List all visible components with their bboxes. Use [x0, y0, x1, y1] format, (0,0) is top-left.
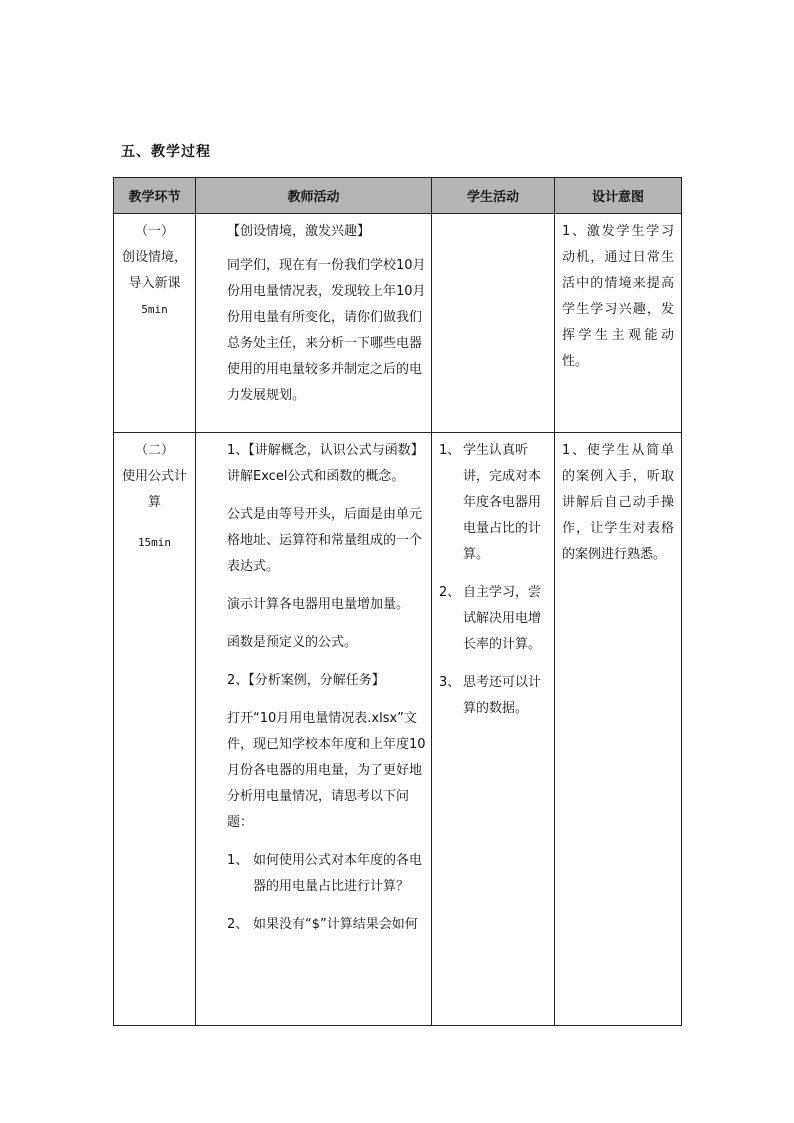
- activity-paragraph: 演示计算各电器用电量增加量。: [227, 597, 410, 612]
- stage-time: 15min: [137, 536, 172, 549]
- stage-cell: [114, 214, 196, 433]
- question-text: 如何使用公式对本年度的各电器的用电量占比进行计算？: [253, 853, 423, 894]
- list-item: [439, 670, 549, 722]
- activity-heading: 【创设情境，激发兴趣】: [227, 224, 371, 239]
- activity-paragraph: 打开“10月用电量情况表.xlsx”文件，现已知学校本年度和上年度10月份各电器的用电量，为了更好地分析用电量情况，请思考以下问题：: [227, 711, 426, 830]
- section-title: 五、教学过程: [121, 144, 211, 160]
- stage-name: 创设情境，导入新课: [121, 250, 187, 291]
- table-row: [114, 214, 682, 433]
- list-item: [439, 580, 549, 658]
- design-intent-cell: [555, 214, 682, 433]
- student-item-number: 2、: [439, 585, 461, 600]
- student-item-text: 学生认真听讲，完成对本年度各电器用电量占比的计算。: [463, 443, 542, 562]
- question-item: [227, 848, 426, 900]
- activity-paragraph: 公式是由等号开头，后面是由单元格地址、运算符和常量组成的一个表达式。: [227, 507, 423, 574]
- student-item-number: 1、: [439, 443, 461, 458]
- teacher-activity-cell: [196, 433, 432, 1026]
- header-stage: 教学环节: [114, 178, 196, 214]
- teacher-activity-cell: [196, 214, 432, 433]
- header-student-activity: 学生活动: [432, 178, 555, 214]
- stage-name: 使用公式计算: [121, 469, 187, 510]
- student-activity-cell: [432, 433, 555, 1026]
- student-item-number: 3、: [439, 675, 461, 690]
- stage-cell: [114, 433, 196, 1026]
- design-intent-text: 1、激发学生学习动机，通过日常生活中的情境来提高学生学习兴趣，发挥学生主观能动性。: [562, 224, 674, 369]
- question-text: 如果没有“$”计算结果会如何: [253, 917, 418, 932]
- design-intent-cell: [555, 433, 682, 1026]
- student-item-text: 思考还可以计算的数据。: [463, 675, 542, 716]
- activity-paragraph: 同学们，现在有一份我们学校10月份用电量情况表，发现较上年10月份用电量有所变化，请你们做我们总务处主任，来分析一下哪些电器使用的用电量较多并制定之后的电力发展规划。: [227, 258, 426, 403]
- header-design-intent: 设计意图: [555, 178, 682, 214]
- student-item-text: 自主学习，尝试解决用电增长率的计算。: [463, 585, 542, 652]
- design-intent-text: 1、使学生从简单的案例入手，听取讲解后自己动手操作，让学生对表格的案例进行熟悉。: [562, 443, 674, 562]
- question-item: [227, 912, 426, 938]
- table-header-row: [114, 178, 682, 214]
- question-number: 2、: [227, 917, 249, 932]
- stage-number: （一）: [134, 224, 174, 239]
- stage-time: 5min: [141, 303, 168, 316]
- student-activity-cell: [432, 214, 555, 433]
- activity-heading: 2、【分析案例，分解任务】: [227, 673, 385, 688]
- stage-number: （二）: [134, 443, 174, 458]
- activity-paragraph: 函数是预定义的公式。: [227, 635, 358, 650]
- header-teacher-activity: 教师活动: [196, 178, 432, 214]
- teaching-process-table: [113, 177, 682, 1026]
- table-row: [114, 433, 682, 1026]
- question-number: 1、: [227, 853, 249, 868]
- activity-heading: 1、【讲解概念，认识公式与函数】讲解Excel公式和函数的概念。: [227, 443, 424, 484]
- list-item: [439, 438, 549, 568]
